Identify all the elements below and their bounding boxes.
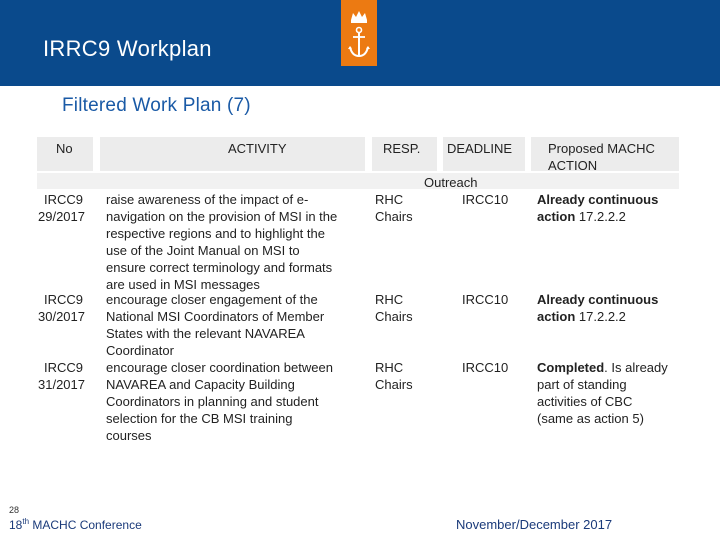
row2-no-line1: IRCC9 [44, 292, 84, 307]
row1-deadline: IRCC10 [462, 192, 509, 207]
footer-date: November/December 2017 [456, 517, 613, 532]
row1-activity-line: use of the Joint Manual on MSI to [106, 243, 300, 258]
row1-no-line2: 29/2017 [38, 209, 85, 224]
row1-activity-line: respective regions and to highlight the [106, 226, 325, 241]
footer-conference-sup: th [22, 517, 30, 526]
row3-activity-line: Coordinators in planning and student [106, 394, 319, 409]
anchor-crown-icon [341, 0, 377, 66]
row2-action-bold2: action [537, 309, 576, 324]
row3-activity-line: encourage closer coordination between [106, 360, 333, 375]
row3-no-line2: 31/2017 [38, 377, 85, 392]
row1-resp-line1: RHC [375, 192, 404, 207]
page-number: 28 [9, 505, 20, 515]
row1-no-line1: IRCC9 [44, 192, 84, 207]
row3-activity-line: selection for the CB MSI training [106, 411, 293, 426]
subtitle: Filtered Work Plan (7) [62, 95, 251, 116]
row3-no-line1: IRCC9 [44, 360, 84, 375]
row2-resp-line1: RHC [375, 292, 404, 307]
col-header-resp: RESP. [383, 141, 421, 156]
row3-action-line: activities of CBC [537, 394, 633, 409]
row1-action-ref: 17.2.2.2 [575, 209, 626, 224]
row3-action-rest: . Is already [604, 360, 668, 375]
row1-action-bold: Already continuous [537, 192, 659, 207]
row3-action-line1 [537, 359, 668, 376]
row1-resp-line2: Chairs [375, 209, 413, 224]
row2-action-line2 [537, 308, 626, 325]
col-header-no: No [56, 141, 73, 156]
row3-action-line: (same as action 5) [537, 411, 644, 426]
row1-activity-line: ensure correct terminology and formats [106, 260, 333, 275]
row2-activity-line: States with the relevant NAVAREA [106, 326, 305, 341]
row2-no-line2: 30/2017 [38, 309, 85, 324]
footer-conference-number: 18 [9, 518, 23, 532]
row3-activity-line: NAVAREA and Capacity Building [106, 377, 295, 392]
row3-resp-line2: Chairs [375, 377, 413, 392]
row2-activity-line: encourage closer engagement of the [106, 292, 318, 307]
row3-deadline: IRCC10 [462, 360, 509, 375]
col-header-deadline: DEADLINE [447, 141, 513, 156]
row3-activity-line: courses [106, 428, 152, 443]
footer-conference-name: MACHC Conference [29, 518, 142, 532]
row1-action-bold2: action [537, 209, 576, 224]
section-row-bg [37, 173, 679, 189]
col-header-activity: ACTIVITY [228, 141, 287, 156]
row2-activity-line: Coordinator [106, 343, 174, 358]
footer-conference [9, 517, 142, 532]
row1-activity-line: navigation on the provision of MSI in the [106, 209, 338, 224]
page-title: IRRC9 Workplan [43, 36, 212, 61]
row2-action-bold: Already continuous [537, 292, 659, 307]
row2-activity-line: National MSI Coordinators of Member [106, 309, 325, 324]
row1-activity-line: are used in MSI messages [106, 277, 260, 292]
col-header-action-line1: Proposed MACHC [548, 141, 655, 156]
row3-resp-line1: RHC [375, 360, 404, 375]
col-header-action-line2: ACTION [548, 158, 598, 173]
row1-activity-line: raise awareness of the impact of e- [106, 192, 309, 207]
row3-action-bold: Completed [537, 360, 605, 375]
row2-action-ref: 17.2.2.2 [575, 309, 626, 324]
row2-resp-line2: Chairs [375, 309, 413, 324]
logo [341, 0, 377, 66]
section-label: Outreach [424, 175, 478, 190]
row3-action-line: part of standing [537, 377, 627, 392]
row1-action-line2 [537, 208, 626, 225]
row2-deadline: IRCC10 [462, 292, 509, 307]
